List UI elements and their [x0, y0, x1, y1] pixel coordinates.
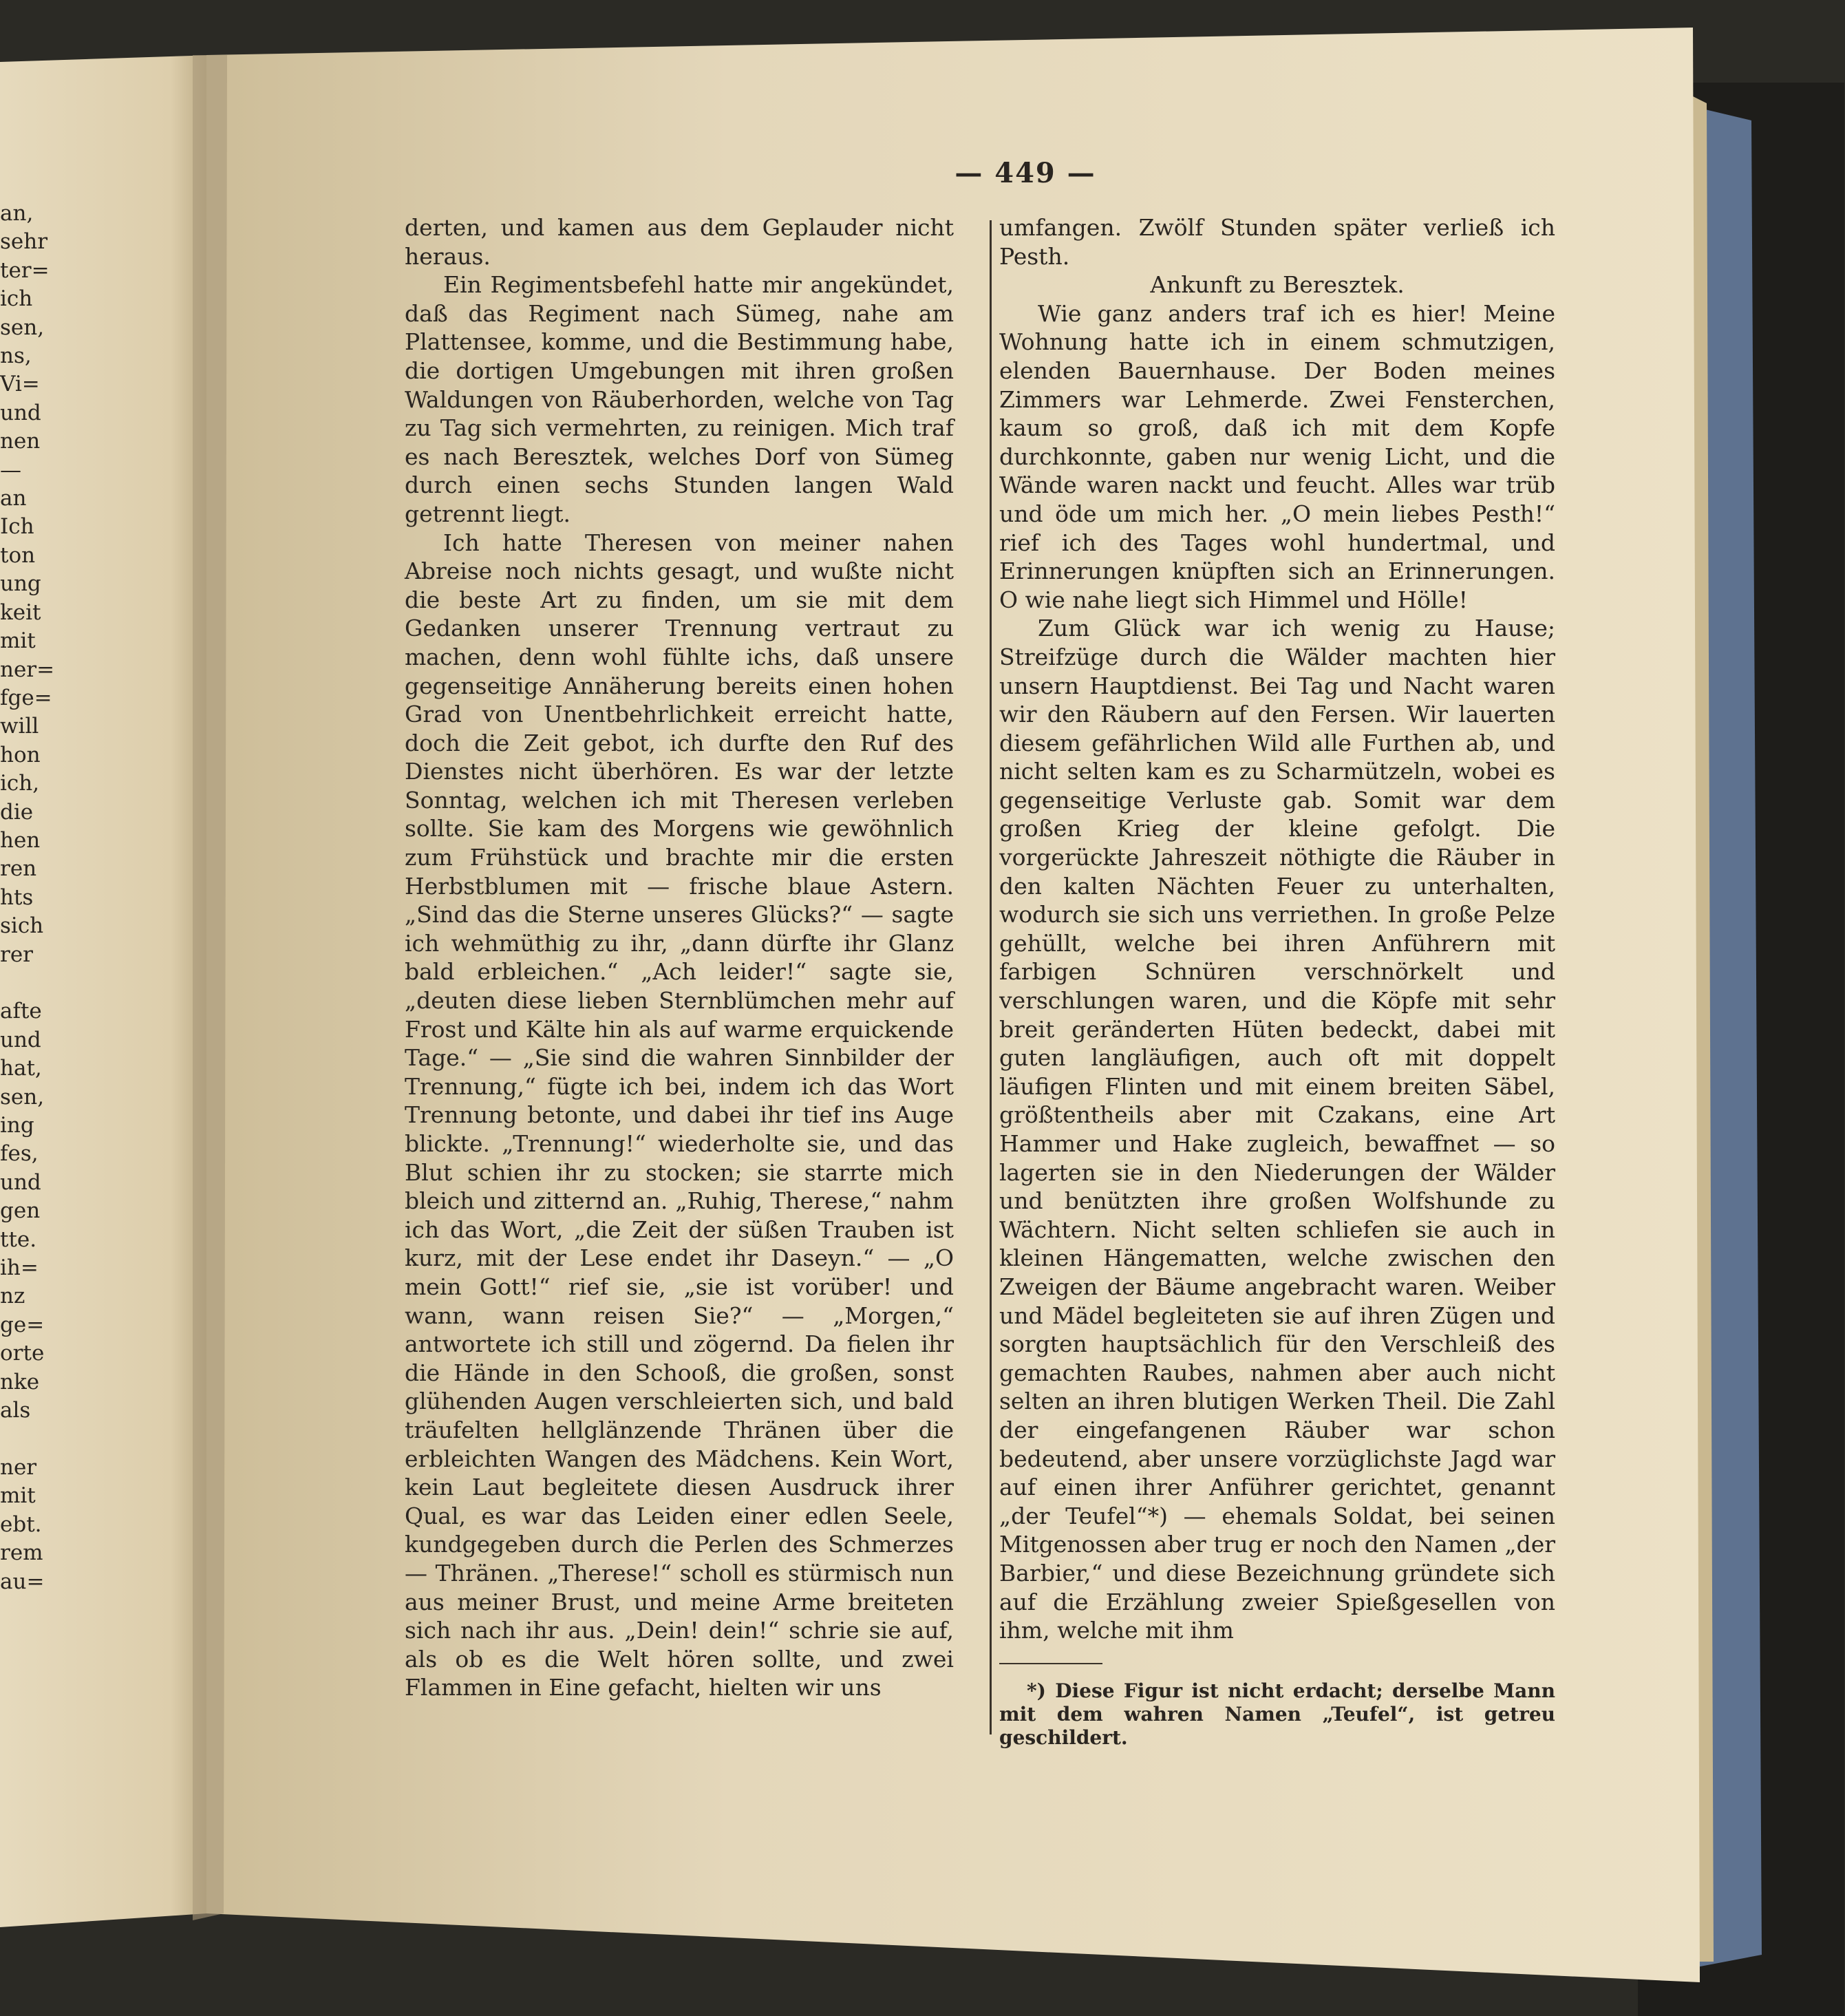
paragraph: Zum Glück war ich wenig zu Hause; Streifzüge durch die Wälder machten hier unsern Hauptdienst. Bei Tag und Nacht waren wir den Räubern auf den Fersen. Wir lauerten diesem gefährlichen Wild alle Furthen ab, und nicht selten kam es zu Scharmützeln, wobei es gegenseitige Verluste gab. Somit war dem großen Krieg der kleine gefolgt. Die vorgerückte Jahreszeit nöthigte die Räuber in den kalten Nächten Feuer zu unterhalten, wodurch sie sich uns verriethen. In große Pelze gehüllt, welche bei ihren Anführern mit farbigen Schnüren verschnörkelt und verschlungen waren, und die Köpfe mit sehr breit geränderten Hüten bedeckt, dabei mit guten langläufigen, auch oft mit doppelt läufigen Flinten und mit einem breiten Säbel, größtentheils aber mit Czakans, eine Art Hammer und Hake zugleich, bewaffnet — so lagerten sie in den Niederungen der Wälder und benützten ihre großen Wolfshunde zu Wächtern. Nicht selten schliefen sie auch in kleinen Hängematten, welche zwischen den Zweigen der Bäume angebracht waren. Weiber und Mädel begleiteten sie auf ihren Zügen und sorgten hauptsächlich für den Verschleiß des gemachten Raubes, nahmen aber auch nicht selten an ihren blutigen Werken Theil. Die Zahl der eingefangenen Räuber war schon bedeutend, aber unsere vorzüglichste Jagd war auf einen ihrer Anführer gerichtet, genannt „der Teufel“*) — ehemals Soldat, bei seinen Mitgenossen aber trug er noch den Namen „der Barbier,“ und diese Bezeichnung gründete sich auf die Erzählung zweier Spießgesellen von ihm, welche mit ihm — [999, 615, 1555, 1644]
edge-fragment: mit — [0, 628, 36, 654]
edge-fragment — [0, 969, 41, 997]
page-number: — 449 — — [955, 157, 1096, 189]
edge-fragment: keit — [0, 600, 41, 625]
edge-fragment: ung — [0, 571, 41, 597]
left-page-edge-fragments — [0, 200, 55, 1596]
edge-fragment: und — [0, 1169, 41, 1195]
edge-fragment: ter= — [0, 257, 50, 283]
edge-fragment: als — [0, 1398, 31, 1423]
paragraph: Ein Regimentsbefehl hatte mir angekündet, daß das Regiment nach Sümeg, nahe am Plattensee, komme, und die Bestimmung habe, die dortigen Umgebungen mit ihren großen Waldungen von Räuberhorden, welche von Tag zu Tag sich vermehrten, zu reinigen. Mich traf es nach Beresztek, welches Dorf von Sümeg durch einen sechs Stunden langen Wald getrennt liegt. — [405, 271, 954, 527]
edge-fragment: ge= — [0, 1312, 45, 1337]
edge-fragment: fge= — [0, 685, 52, 710]
edge-fragment: sehr — [0, 229, 48, 255]
edge-fragment: ton — [0, 542, 36, 568]
paragraph: derten, und kamen aus dem Geplauder nicht heraus. — [405, 214, 954, 270]
footnote-divider — [999, 1663, 1102, 1664]
edge-fragment: nke — [0, 1369, 40, 1394]
edge-fragment: ih= — [0, 1255, 39, 1281]
column-rule — [990, 220, 992, 1734]
edge-fragment: hon — [0, 742, 41, 767]
edge-fragment: au= — [0, 1569, 45, 1594]
edge-fragment — [0, 1425, 41, 1453]
edge-fragment: afte — [0, 999, 42, 1024]
paragraph: Wie ganz anders traf ich es hier! Meine Wohnung hatte ich in einem schmutzigen, elenden Bauernhause. Der Boden meines Zimmers war Lehmerde. Zwei Fensterchen, kaum so groß, daß ich mit dem Kopfe durchkonnte, gaben nur wenig Licht, und die Wände waren nackt und feucht. Alles war trüb und öde um mich her. „O mein liebes Pesth!“ rief ich des Tages wohl hundertmal, und Erinnerungen knüpften sich an Erinnerungen. O wie nahe liegt sich Himmel und Hölle! — [999, 299, 1555, 613]
edge-fragment: sen, — [0, 1084, 45, 1110]
edge-fragment: ing — [0, 1113, 34, 1138]
edge-fragment: mit — [0, 1483, 36, 1509]
edge-fragment: sen, — [0, 315, 45, 340]
edge-fragment: sich — [0, 913, 44, 939]
edge-fragment: und — [0, 1027, 41, 1052]
edge-fragment: und — [0, 400, 41, 425]
edge-fragment: ner= — [0, 657, 55, 682]
edge-fragment: hts — [0, 884, 34, 910]
paragraph: Ich hatte Theresen von meiner nahen Abreise noch nichts gesagt, und wußte nicht die beste Art zu finden, um sie mit dem Gedanken unserer Trennung vertraut zu machen, denn wohl fühlte ichs, daß unsere gegenseitige Annäherung bereits einen hohen Grad von Unentbehrlichkeit erreicht hatte, doch die Zeit gebot, ich durfte den Ruf des Dienstes nicht überhören. Es war der letzte Sonntag, welchen ich mit Theresen verleben sollte. Sie kam des Morgens wie gewöhnlich zum Frühstück und brachte mir die ersten Herbstblumen mit — frische blaue Astern. „Sind das die Sterne unseres Glücks?“ — sagte ich wehmüthig zu ihr, „dann dürfte ihr Glanz bald erbleichen.“ „Ach leider!“ sagte sie, „deuten diese lieben Sternblümchen mehr auf Frost und Kälte hin als auf warme erquickende Tage.“ — „Sie sind die wahren Sinnbilder der Trennung,“ fügte ich bei, indem ich das Wort Trennung betonte, und dabei ihr tief ins Auge blickte. „Trennung!“ wiederholte sie, und das Blut schien ihr zu stocken; sie starrte mich bleich und zitternd an. „Ruhig, Therese,“ nahm ich das Wort, „die Zeit der süßen Trauben ist kurz, mit der Lese endet ihr Daseyn.“ — „O mein Gott!“ rief sie, „sie ist vorüber! und wann, wann reisen Sie?“ — „Morgen,“ antwortete ich still und zögernd. Da fielen ihr die Hände in den Schooß, die großen, sonst glühenden Augen verschleierten sich, und bald träufelten hellglänzende Thränen über die erbleichten Wangen des Mädchens. Kein Wort, kein Laut begleitete diesen Ausdruck ihrer Qual, es war das Leiden einer edlen Seele, kundgegeben durch die Perlen des Schmerzes — Thränen. „Therese!“ scholl es stürmisch nun aus meiner Brust, und meine Arme breiteten sich nach ihr aus. „Dein! dein!“ schrie sie auf, als ob es die Welt hören sollte, und zwei Flammen in Eine gefacht, hielten wir uns — [405, 529, 954, 1701]
edge-fragment: ner — [0, 1454, 37, 1480]
edge-fragment: nen — [0, 429, 41, 454]
edge-fragment: ebt. — [0, 1511, 42, 1537]
paragraph: umfangen. Zwölf Stunden später verließ ich Pesth. — [999, 214, 1555, 270]
edge-fragment: ren — [0, 856, 37, 882]
footnote: *) Diese Figur ist nicht erdacht; derselbe Mann mit dem wahren Namen „Teufel“, ist getreu geschildert. — [999, 1679, 1555, 1749]
edge-fragment: gen — [0, 1198, 41, 1224]
edge-fragment: tte. — [0, 1227, 37, 1252]
edge-fragment: ich — [0, 286, 33, 312]
edge-fragment: ns, — [0, 343, 32, 369]
edge-fragment: rer — [0, 942, 33, 967]
edge-fragment: — — [0, 457, 21, 482]
edge-fragment: fes, — [0, 1141, 39, 1167]
edge-fragment: ich, — [0, 771, 40, 796]
edge-fragment: an, — [0, 201, 34, 226]
right-text-column — [999, 213, 1555, 1750]
edge-fragment: hat, — [0, 1056, 42, 1081]
edge-fragment: orte — [0, 1341, 45, 1366]
edge-fragment: Vi= — [0, 372, 40, 397]
edge-fragment: Ich — [0, 514, 34, 540]
edge-fragment: die — [0, 799, 34, 825]
edge-fragment: rem — [0, 1540, 43, 1566]
edge-fragment: an — [0, 486, 27, 511]
section-heading: Ankunft zu Beresztek. — [1150, 271, 1405, 299]
edge-fragment: will — [0, 714, 39, 739]
edge-fragment: nz — [0, 1284, 25, 1309]
left-text-column — [405, 213, 954, 1702]
edge-fragment: hen — [0, 827, 41, 853]
